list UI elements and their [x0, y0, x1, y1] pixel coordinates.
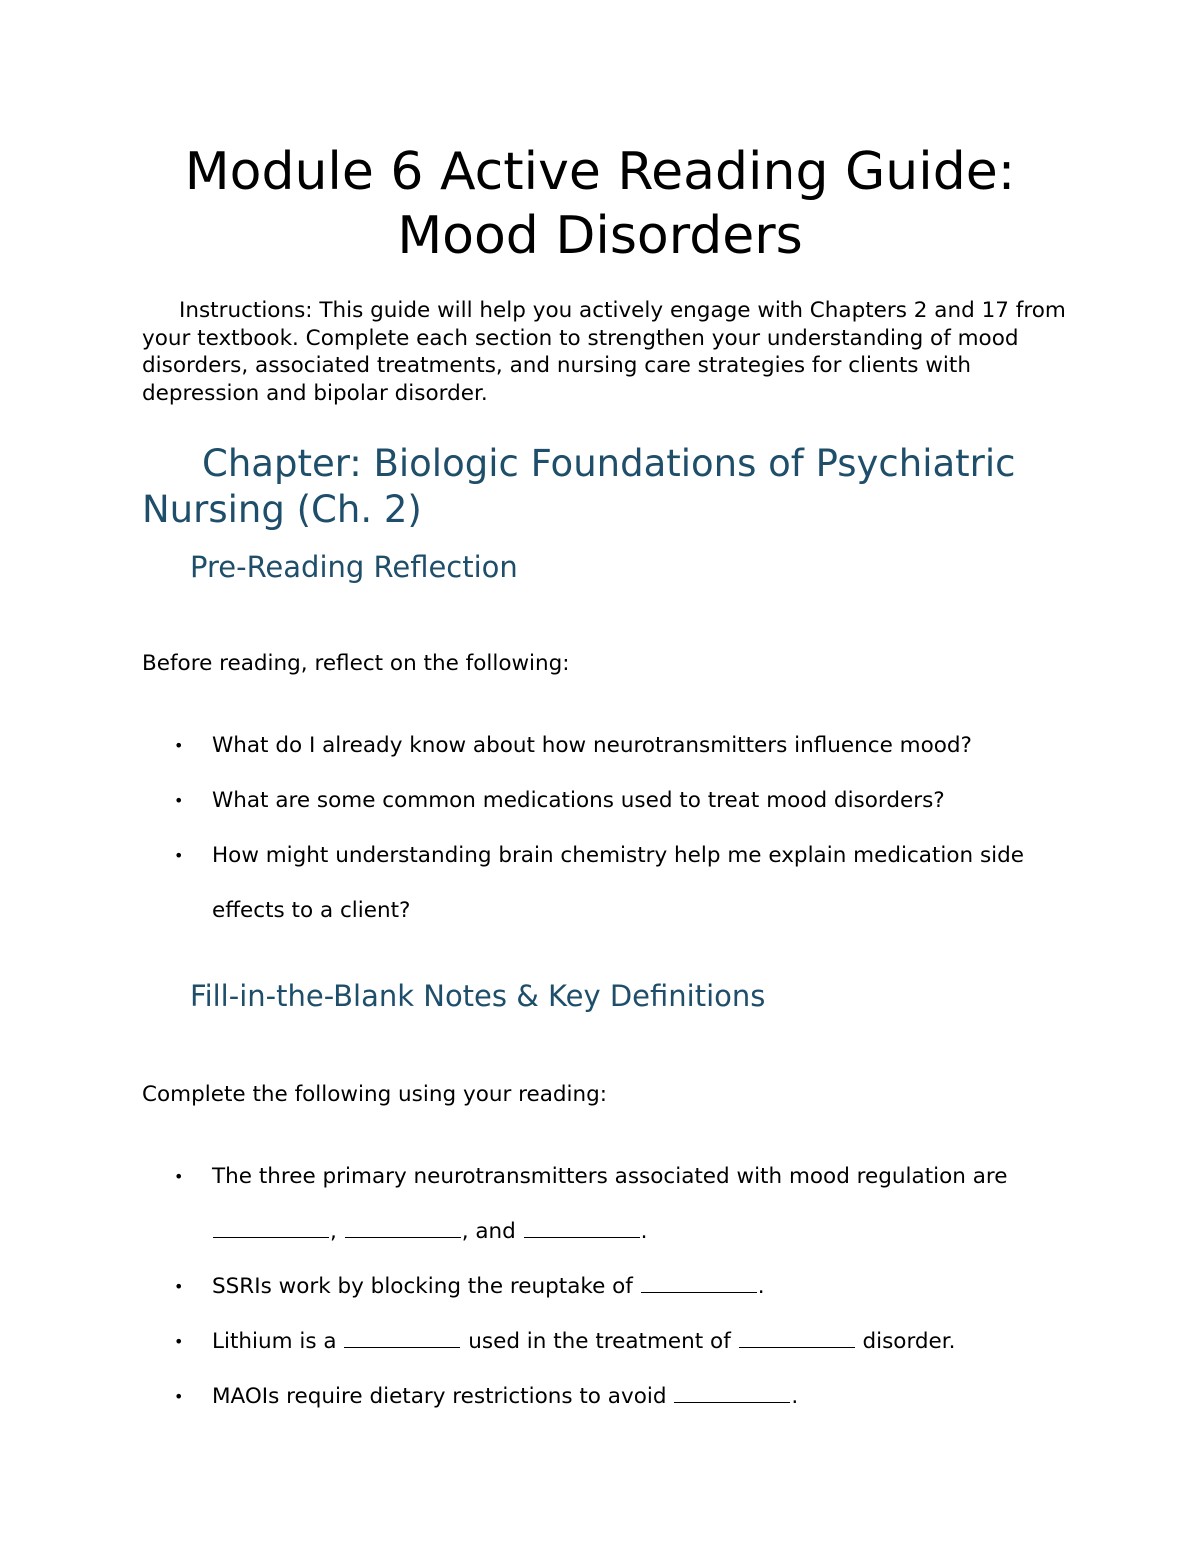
list-item-text: disorder. — [862, 1329, 956, 1354]
bullet-icon: • — [174, 1167, 184, 1186]
list-item — [0, 1314, 1062, 1369]
list-item — [0, 718, 1062, 773]
pre-reading-intro: Before reading, reflect on the following: — [142, 651, 570, 676]
list-item — [0, 1369, 1062, 1424]
list-item-text: . — [757, 1274, 765, 1299]
blank-field[interactable] — [739, 1346, 855, 1348]
list-item-text: Lithium is a — [212, 1329, 337, 1354]
list-item — [0, 1149, 1062, 1259]
blank-field[interactable] — [524, 1236, 640, 1238]
page-title-line-1: Module 6 Active Reading Guide: — [184, 142, 1016, 202]
blank-field[interactable] — [641, 1291, 757, 1293]
list-item — [0, 1259, 1062, 1314]
list-item — [0, 773, 1062, 828]
list-item-text: SSRIs work by blocking the reuptake of — [212, 1274, 633, 1299]
blank-field[interactable] — [213, 1236, 329, 1238]
bullet-icon: • — [174, 1277, 184, 1296]
list-item-text: used in the treatment of — [468, 1329, 731, 1354]
list-item-text: . — [791, 1384, 799, 1409]
list-item-text: How might understanding brain chemistry help me explain medication side effects to a client? — [212, 843, 1025, 923]
list-item-text: What are some common medications used to treat mood disorders? — [212, 788, 945, 813]
list-item-text: The three primary neurotransmitters associated with mood regulation are — [212, 1164, 1008, 1189]
list-item-text: . — [640, 1219, 648, 1244]
list-item-text: , and — [461, 1219, 516, 1244]
bullet-icon: • — [174, 1387, 184, 1406]
pre-reading-heading: Pre-Reading Reflection — [190, 550, 518, 584]
bullet-icon: • — [174, 791, 184, 810]
list-item-text: MAOIs require dietary restrictions to avoid — [212, 1384, 667, 1409]
fill-in-list — [0, 1149, 1200, 1424]
fill-in-heading: Fill-in-the-Blank Notes & Key Definitions — [190, 979, 766, 1013]
list-item-text: , — [330, 1219, 337, 1244]
blank-field[interactable] — [345, 1236, 461, 1238]
chapter-heading: Chapter: Biologic Foundations of Psychiatric Nursing (Ch. 2) — [142, 442, 1016, 531]
list-item-text: What do I already know about how neurotransmitters influence mood? — [212, 733, 972, 758]
pre-reading-list — [0, 718, 1200, 938]
blank-field[interactable] — [674, 1401, 790, 1403]
page-title — [0, 140, 1200, 268]
bullet-icon: • — [174, 736, 184, 755]
blank-field[interactable] — [344, 1346, 460, 1348]
fill-in-intro: Complete the following using your reading: — [142, 1082, 608, 1107]
page-title-line-2: Mood Disorders — [397, 206, 803, 266]
list-item — [0, 828, 1062, 938]
bullet-icon: • — [174, 1332, 184, 1351]
instructions-paragraph: Instructions: This guide will help you actively engage with Chapters 2 and 17 from your textbook. Complete each section to strengthen your understanding of mood disorders, associated treatments, and nursing care strategies for clients with depression and bipolar disorder. — [142, 298, 1066, 406]
bullet-icon: • — [174, 846, 184, 865]
